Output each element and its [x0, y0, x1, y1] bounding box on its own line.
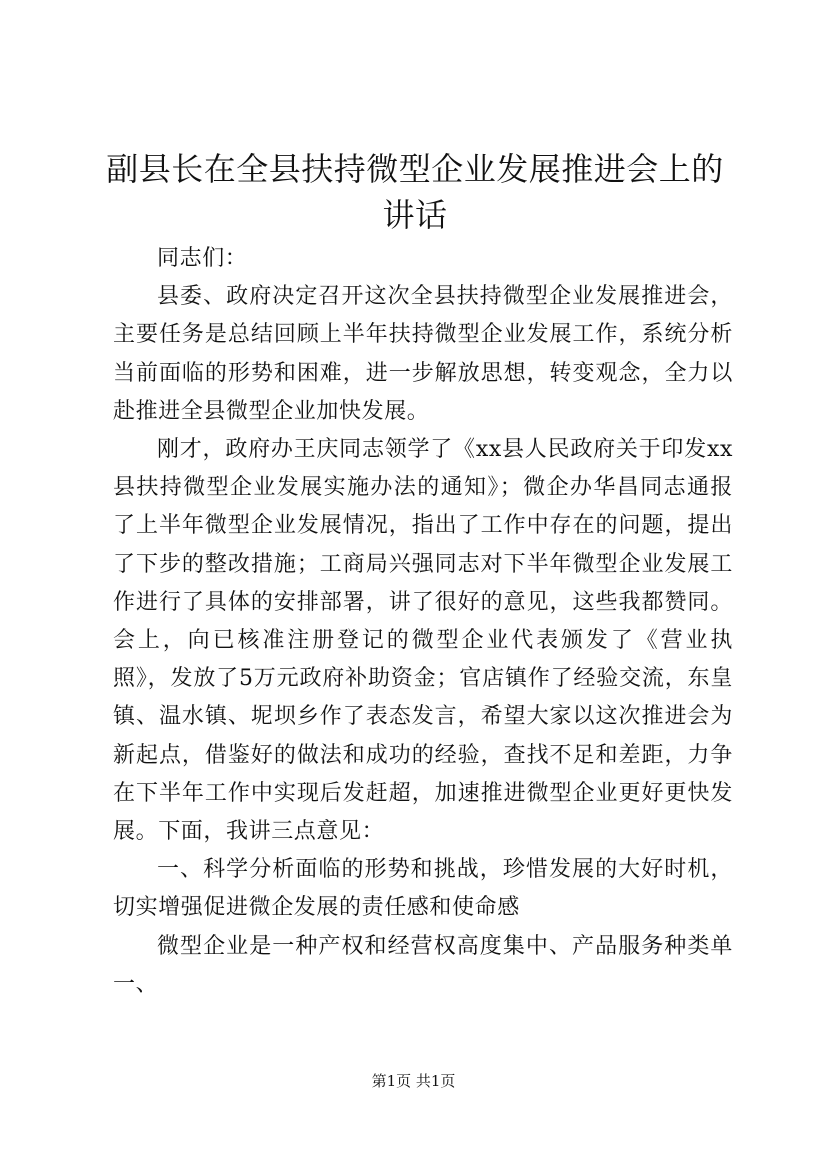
body-paragraph: 刚才，政府办王庆同志领学了《xx县人民政府关于印发xx县扶持微型企业发展实施办法的通知》；微企办华昌同志通报了上半年微型企业发展情况，指出了工作中存在的问题，提出了下步的整改措施；工商局兴强同志对下半年微型企业发展工作进行了具体的安排部署，讲了很好的意见，这些我都赞同。会上，向已核准注册登记的微型企业代表颁发了《营业执照》，发放了5万元政府补助资金；官店镇作了经验交流，东皇镇、温水镇、坭坝乡作了表态发言，希望大家以这次推进会为新起点，借鉴好的做法和成功的经验，查找不足和差距，力争在下半年工作中实现后发赶超，加速推进微型企业更好更快发展。下面，我讲三点意见： — [113, 437, 733, 845]
body-paragraph: 县委、政府决定召开这次全县扶持微型企业发展推进会，主要任务是总结回顾上半年扶持微型企业发展工作，系统分析当前面临的形势和困难，进一步解放思想，转变观念，全力以赴推进全县微型企业加快发展。 — [113, 284, 733, 424]
section-heading: 一、科学分析面临的形势和挑战，珍惜发展的大好时机，切实增强促进微企发展的责任感和使命感 — [113, 857, 733, 921]
page-number-footer: 第1页 共1页 — [371, 1072, 456, 1090]
document-title: 副县长在全县扶持微型企业发展推进会上的讲话 — [106, 150, 724, 234]
body-paragraph: 微型企业是一种产权和经营权高度集中、产品服务种类单一、 — [113, 933, 733, 997]
salutation-paragraph: 同志们： — [157, 246, 248, 271]
document-body — [113, 240, 733, 1004]
